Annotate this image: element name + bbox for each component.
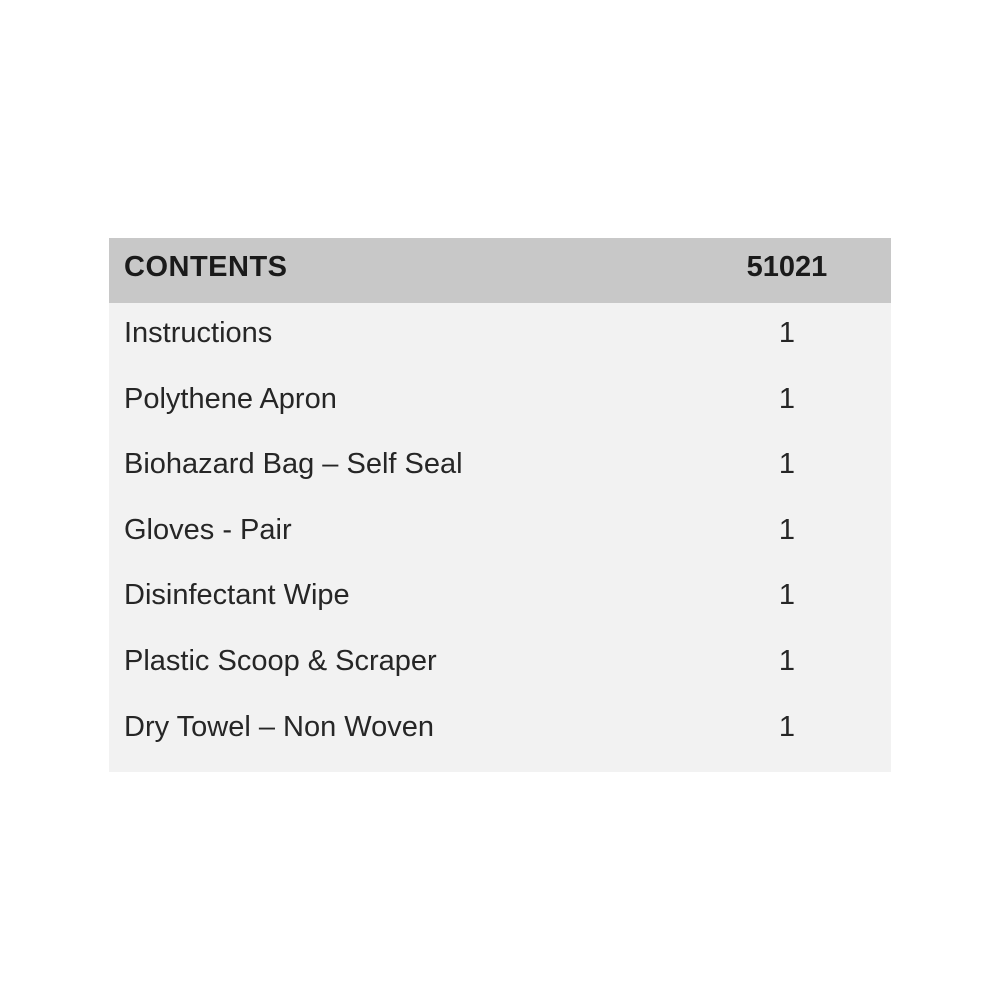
table-row (109, 500, 891, 566)
item-name: Gloves - Pair (124, 513, 292, 546)
item-quantity: 1 (778, 513, 796, 546)
item-quantity: 1 (778, 710, 796, 743)
table-row (109, 369, 891, 435)
item-quantity: 1 (778, 448, 796, 481)
table-body (109, 303, 891, 772)
item-name: Dry Towel – Non Woven (124, 710, 435, 743)
header-product-code: 51021 (746, 251, 828, 283)
table-row (109, 434, 891, 500)
table-header (109, 238, 891, 303)
item-quantity: 1 (778, 382, 796, 415)
table-row (109, 303, 891, 369)
table-row (109, 631, 891, 697)
item-name: Disinfectant Wipe (124, 579, 350, 612)
item-name: Polythene Apron (124, 382, 337, 415)
item-name: Instructions (124, 317, 273, 349)
item-name: Plastic Scoop & Scraper (124, 644, 437, 677)
header-contents-label: CONTENTS (124, 251, 288, 283)
table-row (109, 697, 891, 763)
item-quantity: 1 (778, 644, 796, 677)
item-quantity: 1 (778, 579, 796, 612)
item-quantity: 1 (778, 317, 796, 349)
item-name: Biohazard Bag – Self Seal (124, 448, 463, 481)
table-row (109, 565, 891, 631)
contents-table (109, 238, 891, 772)
